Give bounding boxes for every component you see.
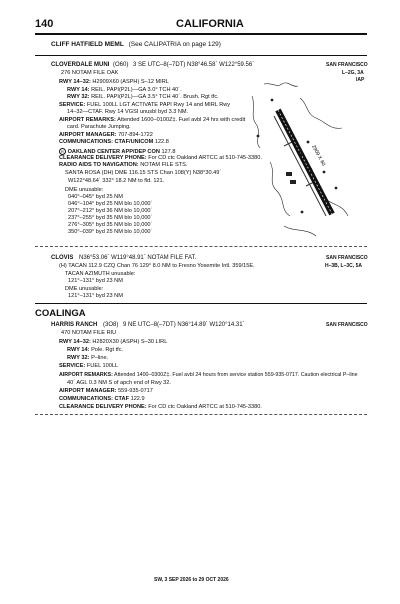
terrain-line (300, 98, 342, 128)
region-label: SAN FRANCISCO (326, 255, 368, 261)
rwy14-line: RWY 14: REIL. PAPI(P2L)—GA 3.0° TCH 40´. (67, 87, 182, 93)
airport-name: HARRIS RANCH (51, 322, 98, 328)
airport-id: (3O8) (103, 322, 119, 328)
clearance-line: CLEARANCE DELIVERY PHONE: For CD ctc Oakland ARTCC at 510-745-3380. (59, 404, 262, 410)
cliff-entry (51, 42, 221, 49)
terrain-line (264, 83, 298, 86)
comm-line: COMMUNICATIONS: CTAF 122.9 (59, 396, 145, 402)
dme-line: 046°–104° byd 25 NM blo 10,000´ (68, 201, 153, 207)
comm-line: COMMUNICATIONS: CTAF/UNICOM 122.8 (59, 139, 169, 145)
service-line: SERVICE: FUEL 100LL (59, 363, 119, 369)
manager-line: AIRPORT MANAGER: 559-935-0717 (59, 388, 153, 394)
state-title: CALIFORNIA (176, 18, 244, 30)
dme-title: DME unusable: (65, 187, 104, 193)
dme-line: 040°–045° byd 25 NM (68, 194, 123, 200)
approach-line: R OAKLAND CENTER APP/DEP CON 127.8 (59, 148, 175, 156)
airport-id: (O60) (113, 62, 129, 68)
navaid-info: N36°53.06´ W119°48.91´ NOTAM FILE FAT. (79, 255, 197, 261)
manager-line: AIRPORT MANAGER: 707-894-1722 (59, 132, 153, 138)
santa-rosa-line-2: W122°48.64´ 332° 18.2 NM to fld. 121. (68, 178, 165, 184)
cloverdale-title (51, 62, 254, 68)
building (286, 172, 292, 176)
terrain-line (270, 162, 290, 216)
dme-line: 207°–212° byd 36 NM blo 10,000´ (68, 208, 153, 214)
section-rule (35, 55, 367, 56)
rwy32-line: RWY 32: REIL. PAPI(P2L)—GA 3.5° TCH 40´. Brush. Rgt tfc. (67, 94, 219, 100)
rwy14-line: RWY 14: Pole. Rgt tfc. (67, 347, 124, 353)
navaid-name: CLOVIS (51, 255, 74, 261)
dme-line: 121°–131° byd 23 NM (68, 293, 123, 299)
terrain-line (284, 226, 316, 236)
rwy32-line: RWY 32: P–line. (67, 355, 109, 361)
runway-line: RWY 14–32: H2820X30 (ASPH) S–30 LIRL (59, 339, 168, 345)
remarks-line-2: 40´ AGL 0.3 NM S of apch end of Rwy 32. (67, 380, 171, 386)
airport-info: 9 NE UTC–8(–7DT) N36°14.89´ W120°14.31´ (123, 322, 245, 328)
radio-aids-line: RADIO AIDS TO NAVIGATION: NOTAM FILE STS. (59, 162, 188, 168)
harris-title (51, 322, 245, 328)
iap-label: IAP (356, 77, 365, 83)
dme-line: 350°–039° byd 25 NM blo 10,000´ (68, 229, 153, 235)
airport-name: CLOVERDALE MUNI (51, 62, 110, 68)
cliff-note: (See CALIPATRIA on page 129) (128, 41, 221, 48)
clearance-line: CLEARANCE DELIVERY PHONE: For CD ctc Oakland ARTCC at 510-745-3380. (59, 155, 262, 161)
dme-line: 276°–305° byd 35 NM blo 10,000´ (68, 222, 153, 228)
azimuth-line: 121°–131° byd 23 NM (68, 278, 123, 284)
tree-symbol (271, 99, 274, 102)
footer-effective-dates: SW, 3 SEP 2026 to 29 OCT 2026 (154, 577, 229, 583)
tree-symbol (335, 187, 338, 190)
service-line: SERVICE: FUEL 100LL LGT ACTIVATE PAPI Rwy 14 and MIRL Rwy (59, 102, 231, 108)
azimuth-title: TACAN AZIMUTH unusable: (65, 271, 136, 277)
tree-symbol (307, 141, 310, 144)
section-divider (35, 414, 367, 415)
dme-title: DME unusable: (65, 286, 104, 292)
runway-dimension-label: 2909 X 60 (310, 144, 327, 168)
santa-rosa-line: SANTA ROSA (DH) DME 116.15 STS Chan 108(Y) N38°30.49´ (65, 170, 222, 176)
airport-info: 3 SE UTC–8(–7DT) N38°46.58´ W122°59.56´ (133, 62, 255, 68)
elevation-line: 470 NOTAM FILE RIU (61, 330, 117, 336)
clovis-title (51, 255, 196, 261)
elevation-line: 276 NOTAM FILE OAK (61, 70, 119, 76)
chart-codes: L–2G, 3A (342, 70, 364, 76)
city-title: COALINGA (35, 308, 86, 319)
approach-icon: R (59, 148, 66, 155)
page-number: 140 (35, 18, 54, 30)
service-line-2: 14–32—CTAF. Rwy 14 VGSI unusbl byd 3.3 NM. (67, 109, 189, 115)
runway-line: RWY 14–32: H2909X60 (ASPH) S–12 MIRL (59, 79, 169, 85)
terrain-line (252, 96, 260, 148)
region-label: SAN FRANCISCO (326, 322, 368, 328)
cliff-name: CLIFF HATFIELD MEML (51, 41, 124, 48)
tree-symbol (323, 171, 326, 174)
region-label: SAN FRANCISCO (326, 62, 368, 68)
windsock-icon (300, 152, 303, 155)
airport-diagram (246, 76, 354, 246)
remarks-line: AIRPORT REMARKS: Attended 1600–0100Z‡. Fuel avbl 24 hrs with credit (59, 117, 246, 123)
remarks-line: AIRPORT REMARKS: Attended 1400–0300Z‡. Fuel avbl 24 hours from service station 559-935-0717. Caution electrical P–line (59, 372, 358, 378)
building (290, 180, 296, 184)
remarks-line-2: card. Parachute Jumping. (67, 124, 131, 130)
dme-line: 237°–255° byd 35 NM blo 10,000´ (68, 215, 153, 221)
tree-symbol (301, 211, 304, 214)
header-rule (35, 33, 367, 35)
tree-symbol (257, 135, 260, 138)
section-rule (35, 303, 367, 304)
chart-codes: H–3B, L–3C, 5A (325, 263, 362, 269)
tacan-line: (H) TACAN 112.9 CZQ Chan 76 129° 8.0 NM to Fresno Yosemite Intl. 359/15E. (59, 263, 255, 269)
section-divider (35, 246, 367, 247)
